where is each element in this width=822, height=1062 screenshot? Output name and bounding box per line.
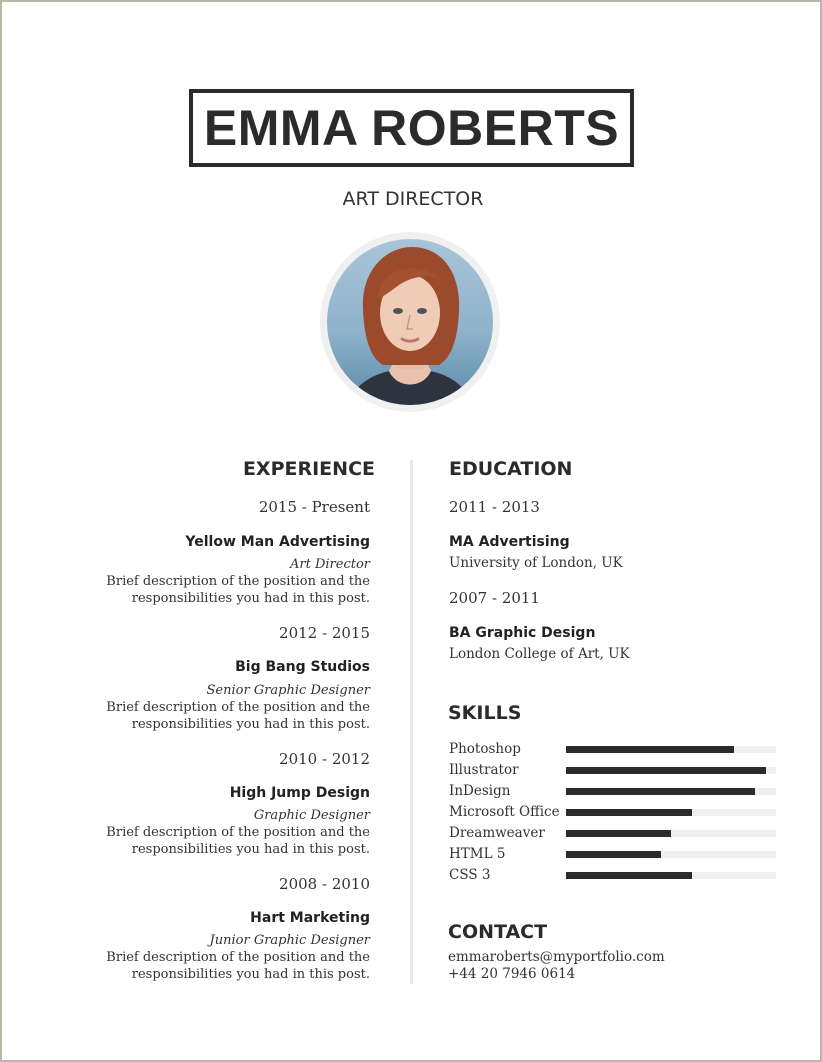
education-school: London College of Art, UK <box>449 646 630 662</box>
skill-bar-fill <box>566 830 671 837</box>
skill-label: Photoshop <box>449 741 521 757</box>
education-heading: EDUCATION <box>449 458 573 480</box>
skill-label: InDesign <box>449 783 511 799</box>
skill-bar-fill <box>566 746 734 753</box>
skill-bar-fill <box>566 788 755 795</box>
experience-role: Senior Graphic Designer <box>206 683 370 698</box>
skill-label: CSS 3 <box>449 867 491 883</box>
skill-bar-fill <box>566 809 692 816</box>
job-title: ART DIRECTOR <box>342 188 484 210</box>
skill-bar-track <box>566 872 776 879</box>
experience-role: Graphic Designer <box>253 808 370 823</box>
skill-bar-track <box>566 767 776 774</box>
skill-label: Dreamweaver <box>449 825 545 841</box>
experience-dates: 2012 - 2015 <box>279 624 370 642</box>
skill-bar-track <box>566 830 776 837</box>
contact-email: emmaroberts@myportfolio.com <box>448 949 665 965</box>
experience-desc-line1: Brief description of the position and the <box>106 950 370 965</box>
education-degree: MA Advertising <box>449 534 570 550</box>
profile-photo <box>320 232 500 412</box>
skills-heading: SKILLS <box>448 702 522 724</box>
skill-label: Illustrator <box>449 762 519 778</box>
experience-desc-line1: Brief description of the position and the <box>106 574 370 589</box>
experience-desc-line2: responsibilities you had in this post. <box>131 717 370 732</box>
experience-dates: 2010 - 2012 <box>279 750 370 768</box>
experience-role: Junior Graphic Designer <box>209 933 370 948</box>
skill-bar-track <box>566 788 776 795</box>
experience-dates: 2008 - 2010 <box>279 875 370 893</box>
skill-bar-fill <box>566 872 692 879</box>
skill-label: HTML 5 <box>449 846 506 862</box>
experience-dates: 2015 - Present <box>258 498 370 516</box>
experience-role: Art Director <box>290 557 370 572</box>
skill-bar-track <box>566 746 776 753</box>
skill-bar-fill <box>566 767 766 774</box>
experience-desc-line2: responsibilities you had in this post. <box>131 591 370 606</box>
education-dates: 2007 - 2011 <box>449 589 540 607</box>
experience-desc-line1: Brief description of the position and the <box>106 825 370 840</box>
column-divider <box>410 460 413 984</box>
portrait-image <box>327 239 493 405</box>
experience-company: Hart Marketing <box>250 910 370 926</box>
experience-company: Yellow Man Advertising <box>185 534 370 550</box>
education-degree: BA Graphic Design <box>449 625 596 641</box>
skill-bar-fill <box>566 851 661 858</box>
skill-label: Microsoft Office <box>449 804 560 820</box>
education-school: University of London, UK <box>449 555 623 571</box>
experience-desc-line1: Brief description of the position and the <box>106 700 370 715</box>
experience-desc-line2: responsibilities you had in this post. <box>131 967 370 982</box>
candidate-name: EMMA ROBERTS <box>203 100 620 156</box>
education-dates: 2011 - 2013 <box>449 498 540 516</box>
experience-desc-line2: responsibilities you had in this post. <box>131 842 370 857</box>
name-box <box>189 89 634 167</box>
experience-heading: EXPERIENCE <box>242 458 375 480</box>
experience-company: Big Bang Studios <box>235 659 370 675</box>
contact-heading: CONTACT <box>448 921 548 943</box>
skill-bar-track <box>566 809 776 816</box>
experience-company: High Jump Design <box>229 785 370 801</box>
contact-phone: +44 20 7946 0614 <box>448 966 576 982</box>
skill-bar-track <box>566 851 776 858</box>
